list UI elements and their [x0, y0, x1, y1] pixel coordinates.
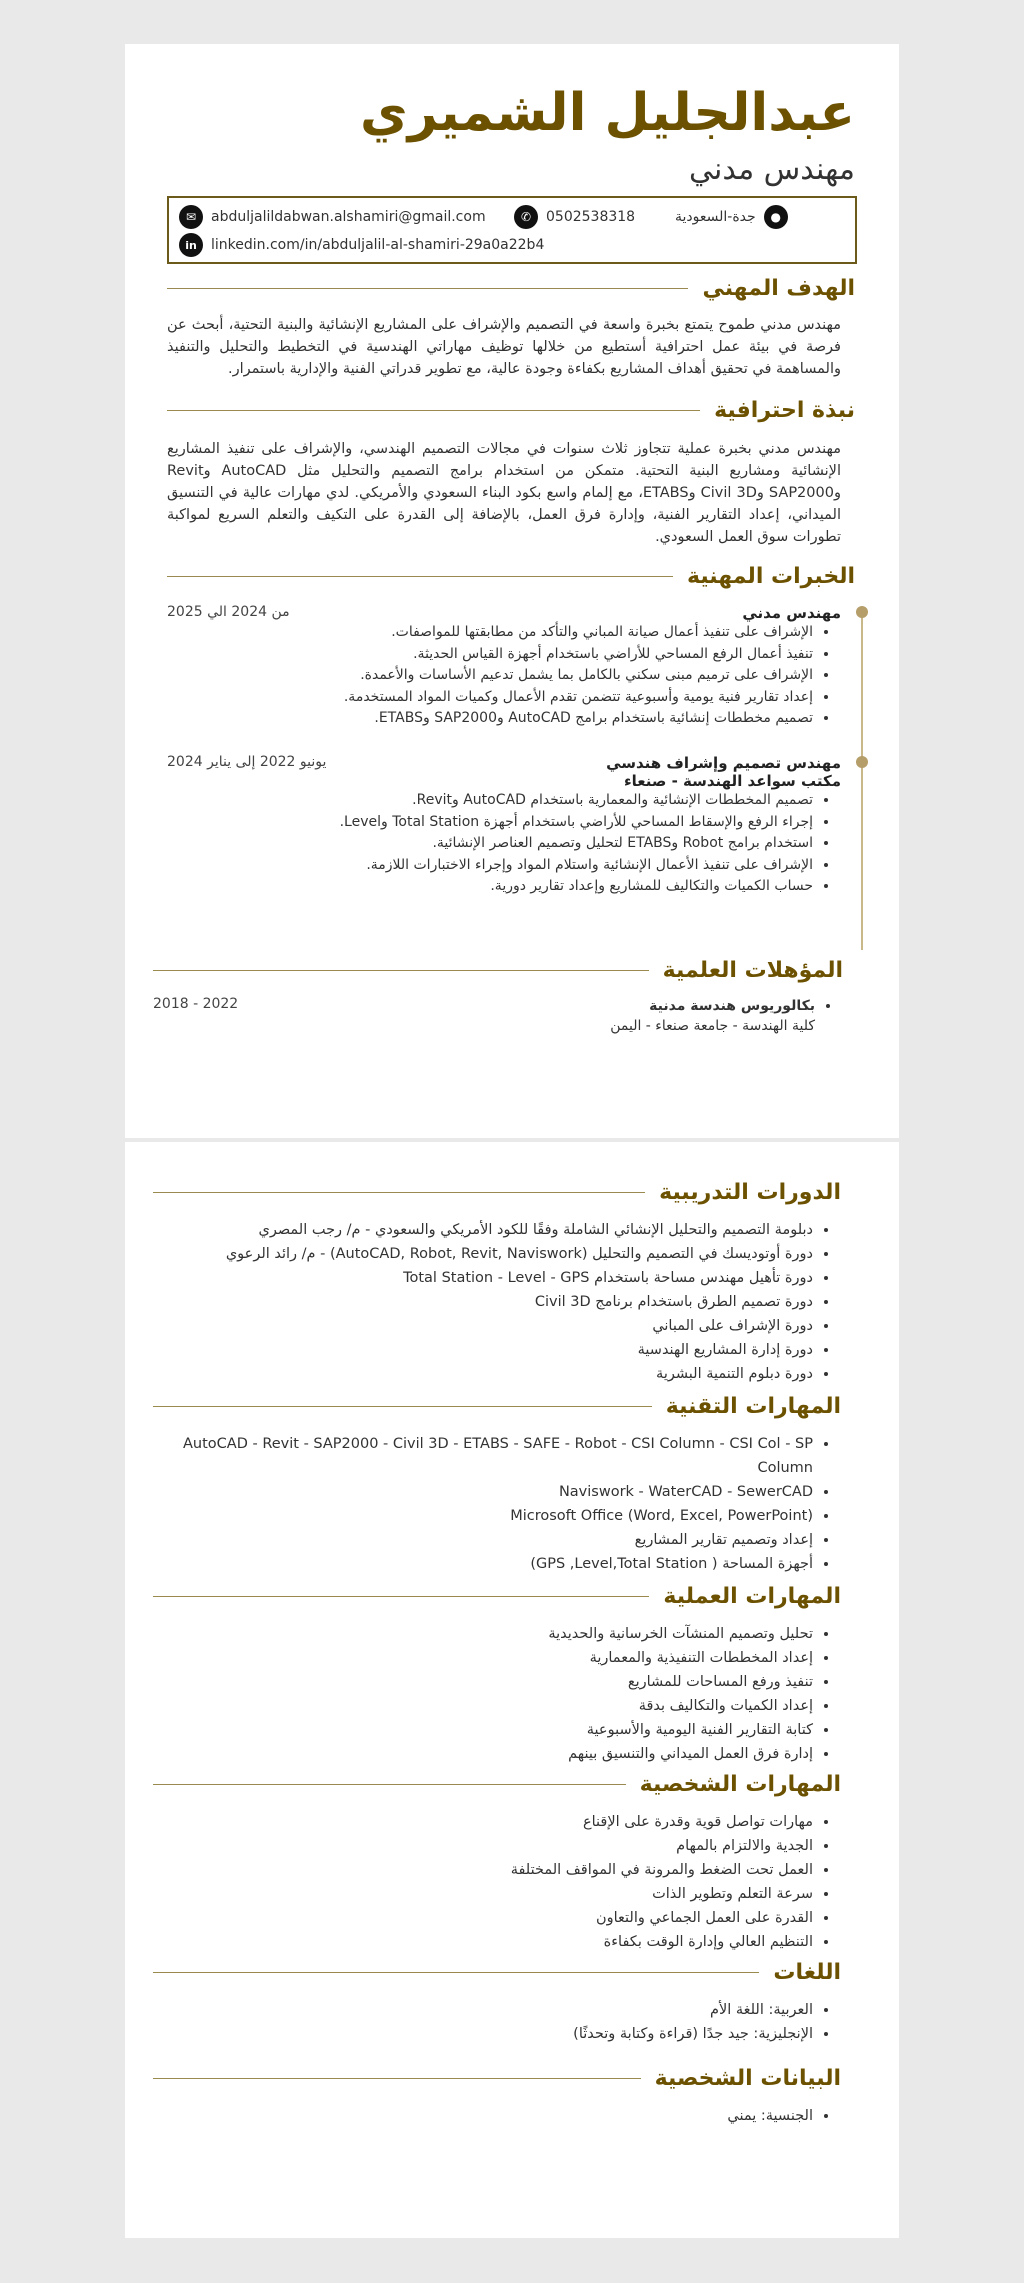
section-divider [153, 1972, 759, 1973]
personal-skills-heading [153, 1772, 841, 1797]
list-item: • دورة أوتوديسك في التصميم والتحليل (AutoCAD, Robot, Revit, Naviswork) - م/ رائد الرعوي [153, 1242, 813, 1266]
email-text: abduljalildabwan.alshamiri@gmail.com [211, 209, 486, 225]
section-divider [153, 1192, 645, 1193]
section-divider [167, 576, 673, 577]
job-2 [167, 754, 841, 898]
list-item: • القدرة على العمل الجماعي والتعاون [153, 1906, 813, 1930]
list-item: • أجهزة المساحة ( GPS ,Level,Total Station) [153, 1552, 813, 1576]
list-item: • سرعة التعلم وتطوير الذات [153, 1882, 813, 1906]
section-divider [153, 1596, 649, 1597]
contact-location [675, 205, 788, 229]
location-pin-icon: ● [764, 205, 788, 229]
list-item: • الجنسية: يمني [153, 2104, 813, 2128]
job-2-bullets [167, 790, 841, 898]
job-2-date: يونيو 2022 إلى يناير 2024 [167, 754, 327, 770]
list-item: • دورة تصميم الطرق باستخدام برنامج Civil 3D [153, 1290, 813, 1314]
list-item: • دورة إدارة المشاريع الهندسية [153, 1338, 813, 1362]
section-divider [167, 410, 700, 411]
linkedin-icon: in [179, 233, 203, 257]
education-degree: • بكالوريوس هندسة مدنية [153, 996, 815, 1018]
practical-skills-heading [153, 1584, 841, 1609]
job-1-title: مهندس مدني [742, 604, 841, 622]
objective-text: مهندس مدني طموح يتمتع بخبرة واسعة في التصميم والإشراف على المشاريع الإنشائية والبنية التحتية، أبحث عن فرصة في بيئة عمل احترافية أستطيع من خلالها توظيف مهاراتي الهندسية في التخطيط والتحليل والتنفيذ والمساهمة في تحقيق أهداف المشاريع بكفاءة وجودة عالية، مع تطوير قدراتي الفنية والإدارية باستمرار. [167, 317, 841, 377]
languages-list [153, 1998, 841, 2046]
section-divider [153, 1406, 652, 1407]
personal-info-list [153, 2104, 841, 2128]
list-item: • Naviswork - WaterCAD - SewerCAD [153, 1480, 813, 1504]
section-divider [153, 1784, 626, 1785]
resume-page-2 [125, 1142, 899, 2238]
list-item: • الإشراف على ترميم مبنى سكني بالكامل بما يشمل تدعيم الأساسات والأعمدة. [167, 665, 813, 687]
list-item: • تنفيذ أعمال الرفع المساحي للأراضي باستخدام أجهزة القياس الحديثة. [167, 644, 813, 666]
experience-timeline [861, 610, 863, 950]
job-1-bullets [167, 622, 841, 730]
tech-skills-title: المهارات التقنية [665, 1394, 841, 1419]
list-item: • الجدية والالتزام بالمهام [153, 1834, 813, 1858]
list-item: • تنفيذ ورفع المساحات للمشاريع [153, 1670, 813, 1694]
practical-skills-title: المهارات العملية [663, 1584, 841, 1609]
list-item: • الإنجليزية: جيد جدًا (قراءة وكتابة وتحدثًا) [153, 2022, 813, 2046]
summary-heading [167, 398, 855, 423]
list-item: • مهارات تواصل قوية وقدرة على الإقناع [153, 1810, 813, 1834]
phone-icon: ✆ [514, 205, 538, 229]
job-1 [167, 604, 841, 730]
languages-title: اللغات [773, 1960, 841, 1985]
objective-title: الهدف المهني [702, 276, 855, 301]
courses-heading [153, 1180, 841, 1205]
experience-heading [167, 564, 855, 589]
phone-text: 0502538318 [546, 209, 636, 225]
tech-skills-heading [153, 1394, 841, 1419]
candidate-title: مهندس مدني [688, 152, 855, 187]
education-years: 2018 - 2022 [153, 996, 239, 1012]
personal-info-heading [153, 2066, 841, 2091]
list-item: • إدارة فرق العمل الميداني والتنسيق بينهم [153, 1742, 813, 1766]
objective-heading [167, 276, 855, 301]
section-divider [153, 2078, 641, 2079]
education-title: المؤهلات العلمية [662, 958, 843, 983]
education-heading [153, 958, 843, 983]
contact-linkedin[interactable] [179, 233, 544, 257]
list-item: • إعداد وتصميم تقارير المشاريع [153, 1528, 813, 1552]
list-item: • الإشراف على تنفيذ الأعمال الإنشائية واستلام المواد وإجراء الاختبارات اللازمة. [167, 855, 813, 877]
list-item: • العمل تحت الضغط والمرونة في المواقف المختلفة [153, 1858, 813, 1882]
job-2-company: مكتب سواعد الهندسة - صنعاء [623, 772, 841, 790]
education-list [153, 996, 843, 1018]
linkedin-text: linkedin.com/in/abduljalil-al-shamiri-29a0a22b4 [211, 237, 545, 253]
job-2-title: مهندس تصميم وإشراف هندسي [606, 754, 841, 772]
candidate-name: عبدالجليل الشميري [360, 83, 855, 143]
section-divider [153, 970, 649, 971]
list-item: • إعداد الكميات والتكاليف بدقة [153, 1694, 813, 1718]
job-1-date: من 2024 الي 2025 [167, 604, 290, 620]
courses-title: الدورات التدريبية [659, 1180, 841, 1205]
timeline-dot [856, 756, 868, 768]
summary-text: مهندس مدني بخبرة عملية تتجاوز ثلاث سنوات في مجالات التصميم الهندسي، والإشراف على تنفيذ المشاريع الإنشائية ومشاريع البنية التحتية. متمكن من استخدام برامج التصميم والتحليل مثل AutoCAD وRevit وSAP2000 وCivil 3D وETABS، مع إلمام واسع بكود البناء السعودي والأمريكي. لدي مهارات عالية في التنسيق الميداني، إعداد التقارير الفنية، وإدارة فرق العمل، بالإضافة إلى القدرة على التكيف والتعلم السريع لمواكبة تطورات سوق العمل السعودي. [167, 441, 841, 545]
list-item: • التنظيم العالي وإدارة الوقت بكفاءة [153, 1930, 813, 1954]
list-item: • العربية: اللغة الأم [153, 1998, 813, 2022]
courses-list [153, 1218, 841, 1386]
timeline-dot [856, 606, 868, 618]
section-divider [167, 288, 688, 289]
list-item: • دورة الإشراف على المباني [153, 1314, 813, 1338]
tech-skills-list [153, 1432, 841, 1576]
list-item: • الإشراف على تنفيذ أعمال صيانة المباني والتأكد من مطابقتها للمواصفات. [167, 622, 813, 644]
contact-email[interactable] [179, 205, 486, 229]
personal-skills-list [153, 1810, 841, 1954]
list-item: • حساب الكميات والتكاليف للمشاريع وإعداد تقارير دورية. [167, 876, 813, 898]
list-item: • استخدام برامج Robot وETABS لتحليل وتصميم العناصر الإنشائية. [167, 833, 813, 855]
list-item: • كتابة التقارير الفنية اليومية والأسبوعية [153, 1718, 813, 1742]
list-item: • تحليل وتصميم المنشآت الخرسانية والحديدية [153, 1622, 813, 1646]
list-item: • AutoCAD - Revit - SAP2000 - Civil 3D - ETABS - SAFE - Robot - CSI Column - CSI Col - SP Column [153, 1432, 813, 1480]
list-item: • تصميم مخططات إنشائية باستخدام برامج AutoCAD وSAP2000 وETABS. [167, 708, 813, 730]
list-item: • إعداد تقارير فنية يومية وأسبوعية تتضمن تقدم الأعمال وكميات المواد المستخدمة. [167, 687, 813, 709]
experience-title: الخبرات المهنية [686, 564, 855, 589]
list-item: • إعداد المخططات التنفيذية والمعمارية [153, 1646, 813, 1670]
list-item: • دورة دبلوم التنمية البشرية [153, 1362, 813, 1386]
personal-info-title: البيانات الشخصية [654, 2066, 841, 2091]
contact-phone[interactable] [514, 205, 635, 229]
languages-heading [153, 1960, 841, 1985]
practical-skills-list [153, 1622, 841, 1766]
list-item: • دبلومة التصميم والتحليل الإنشائي الشاملة وفقًا للكود الأمريكي والسعودي - م/ رجب المصري [153, 1218, 813, 1242]
resume-page-1 [125, 44, 899, 1138]
list-item: • دورة تأهيل مهندس مساحة باستخدام Total Station - Level - GPS [153, 1266, 813, 1290]
contact-box [167, 196, 857, 264]
list-item: • Microsoft Office (Word, Excel, PowerPoint) [153, 1504, 813, 1528]
education-entry [153, 996, 843, 1034]
education-place: كلية الهندسة - جامعة صنعاء - اليمن [610, 1017, 815, 1034]
location-text: جدة-السعودية [675, 209, 756, 225]
summary-title: نبذة احترافية [714, 398, 855, 423]
list-item: • تصميم المخططات الإنشائية والمعمارية باستخدام AutoCAD وRevit. [167, 790, 813, 812]
list-item: • إجراء الرفع والإسقاط المساحي للأراضي باستخدام أجهزة Total Station وLevel. [167, 812, 813, 834]
personal-skills-title: المهارات الشخصية [639, 1772, 841, 1797]
envelope-icon: ✉ [179, 205, 203, 229]
